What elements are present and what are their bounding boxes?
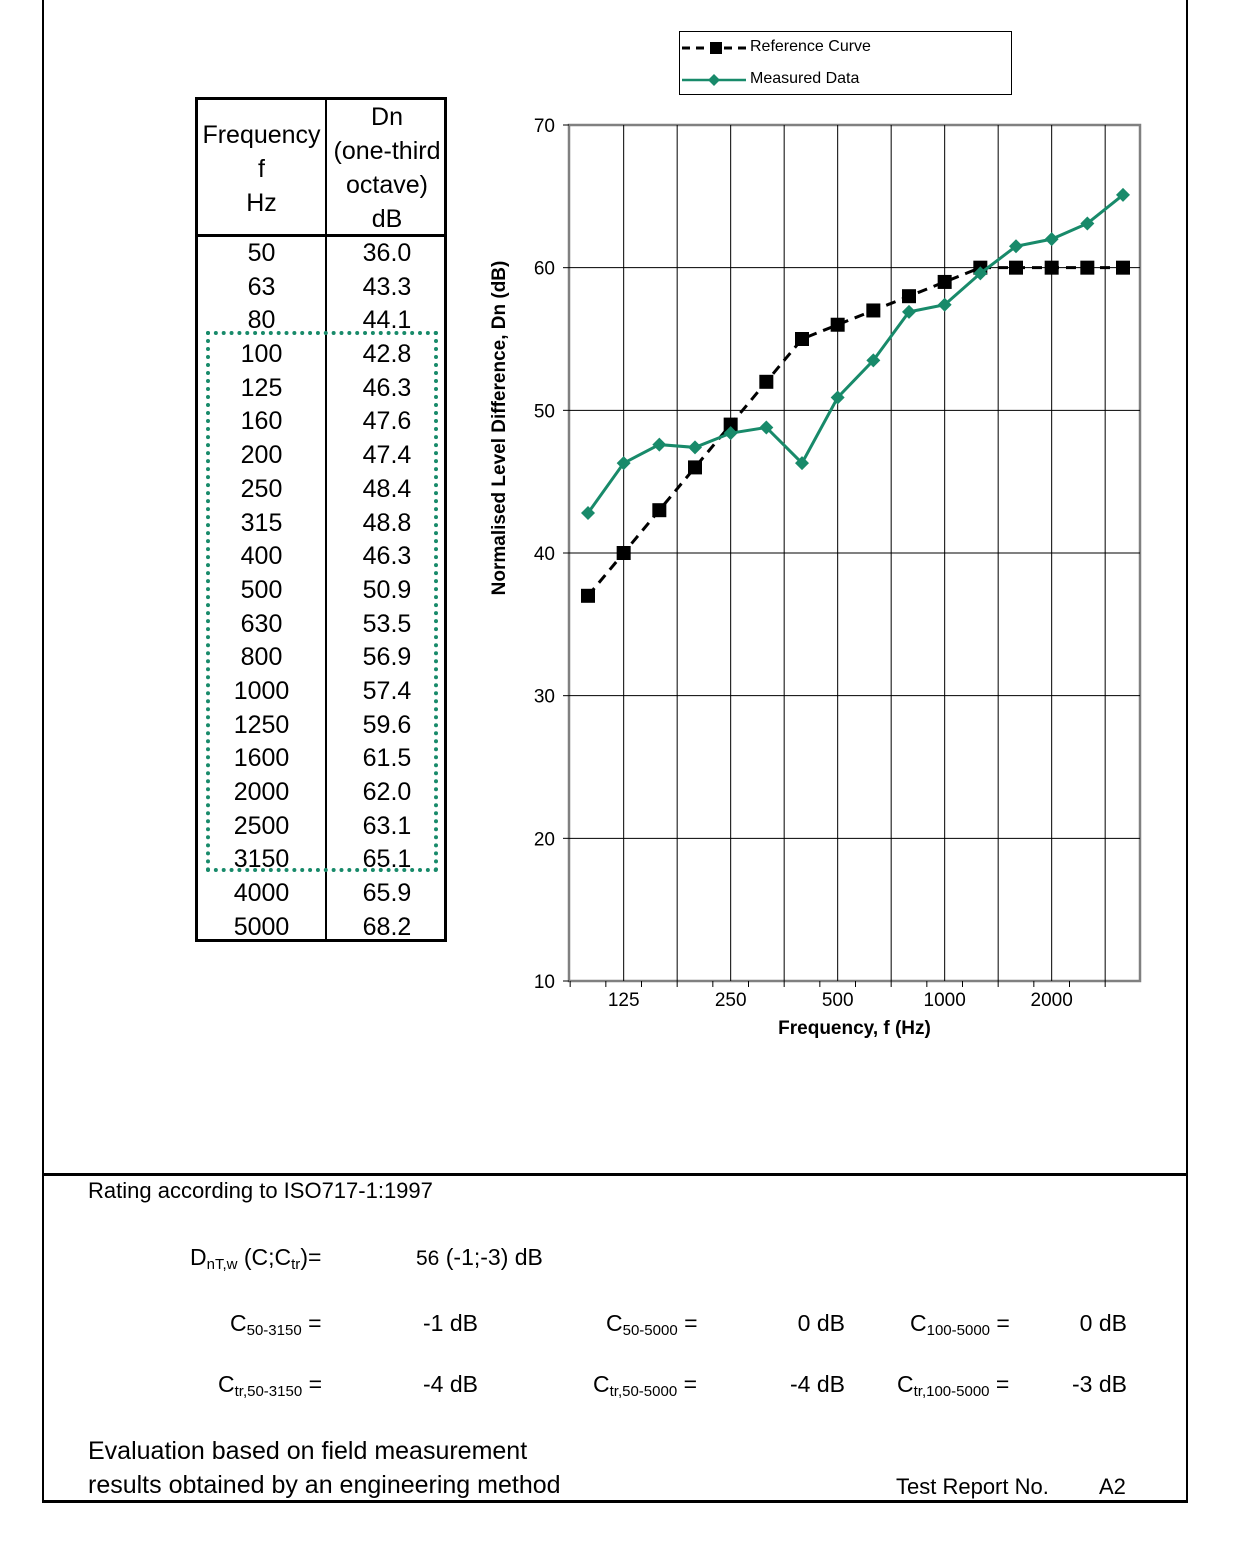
legend-reference-label: Reference Curve <box>750 38 871 55</box>
evaluation-range-box <box>206 331 438 872</box>
reference-point <box>652 503 666 517</box>
chart-legend <box>679 31 1012 95</box>
y-tick-label: 70 <box>533 116 555 137</box>
page-frame-right <box>1186 0 1188 1502</box>
frequency-cell: 500 <box>240 575 283 604</box>
c-label: $C_{tr,50-5000}$ = <box>593 1371 698 1400</box>
table-row <box>198 911 444 945</box>
dn-value-cell: 46.3 <box>362 542 412 571</box>
dntw-label: $D_{nT,w}$ $(C;C_{tr})=$ <box>190 1244 322 1273</box>
header-dn: Dn (one-third octave) dB <box>333 103 441 233</box>
reference-point <box>1045 261 1059 275</box>
reference-point <box>866 303 880 317</box>
reference-point <box>581 589 595 603</box>
y-tick-label: 60 <box>533 258 555 280</box>
frequency-cell: 2500 <box>233 811 290 840</box>
frequency-cell: 5000 <box>233 912 290 941</box>
frequency-cell: 50 <box>247 239 276 267</box>
legend-measured-label: Measured Data <box>750 70 860 87</box>
dn-value-cell: 68.2 <box>362 912 412 941</box>
frequency-cell: 1250 <box>233 710 290 739</box>
dn-value-cell: 44.1 <box>362 306 412 335</box>
legend-reference-marker <box>710 42 722 54</box>
dn-value-cell: 48.4 <box>362 474 412 503</box>
reference-point <box>688 460 702 474</box>
c-value: -4 dB <box>790 1371 845 1397</box>
frequency-cell: 630 <box>240 609 283 638</box>
dn-chart <box>480 20 1180 1060</box>
c-value: -4 dB <box>423 1371 478 1397</box>
c-label: $C_{tr,50-3150}$ = <box>218 1371 323 1400</box>
frequency-cell: 125 <box>240 373 283 402</box>
x-tick-label: 250 <box>714 990 747 1011</box>
y-tick-label: 20 <box>533 829 555 851</box>
frequency-cell: 2000 <box>233 778 290 806</box>
c-value: -3 dB <box>1072 1371 1127 1397</box>
reference-point <box>795 332 809 346</box>
reference-point <box>617 546 631 560</box>
page-frame-left <box>42 0 44 1502</box>
test-report-number: A2 <box>1099 1474 1126 1499</box>
y-tick-label: 10 <box>533 972 555 993</box>
c-label: $C_{50-3150}$ = <box>230 1310 322 1339</box>
dn-value-cell: 47.4 <box>362 441 412 470</box>
frequency-cell: 80 <box>247 306 276 335</box>
dn-value-cell: 50.9 <box>362 575 412 604</box>
dn-value-cell: 42.8 <box>362 340 412 369</box>
reference-point <box>1009 261 1023 275</box>
header-frequency: Frequency f Hz <box>202 121 321 217</box>
reference-point <box>938 275 952 289</box>
c-value: 0 dB <box>1079 1310 1127 1336</box>
frequency-cell: 1600 <box>233 744 290 773</box>
frequency-cell: 200 <box>240 441 283 470</box>
dn-value-cell: 48.8 <box>362 508 412 537</box>
frequency-cell: 1000 <box>233 676 290 705</box>
dn-value-cell: 56.9 <box>362 643 412 672</box>
frequency-cell: 315 <box>240 508 283 537</box>
dn-value-cell: 53.5 <box>362 609 412 638</box>
y-axis-label: Normalised Level Difference, Dn (dB) <box>489 260 510 596</box>
reference-point <box>831 318 845 332</box>
test-report-label: Test Report No. <box>896 1474 1049 1499</box>
dn-value-cell: 65.1 <box>362 845 412 874</box>
y-tick-label: 50 <box>533 401 555 423</box>
frequency-cell: 63 <box>247 272 276 301</box>
dn-value-cell: 63.1 <box>362 811 412 840</box>
frequency-cell: 160 <box>240 407 283 436</box>
legend-measured-marker <box>708 74 720 86</box>
table-row <box>198 271 444 305</box>
frequency-cell: 400 <box>240 542 283 571</box>
section-divider <box>42 1173 1188 1176</box>
dn-value-cell: 43.3 <box>362 272 412 301</box>
rating-title: Rating according to ISO717-1:1997 <box>88 1178 433 1203</box>
page-frame-bottom <box>42 1500 1188 1503</box>
x-tick-label: 125 <box>607 990 640 1011</box>
frequency-cell: 250 <box>240 474 283 503</box>
frequency-cell: 4000 <box>233 879 290 908</box>
dn-value-cell: 65.9 <box>362 879 412 908</box>
dn-value-cell: 57.4 <box>362 676 412 705</box>
dn-value-cell: 47.6 <box>362 407 412 436</box>
c-label: $C_{50-5000}$ = <box>606 1310 698 1339</box>
frequency-cell: 100 <box>240 340 283 369</box>
c-value: -1 dB <box>423 1310 478 1336</box>
y-tick-label: 40 <box>533 544 555 565</box>
frequency-cell: 3150 <box>233 845 290 874</box>
frequency-cell: 800 <box>240 643 283 672</box>
c-value: 0 dB <box>797 1310 845 1336</box>
reference-point <box>1116 261 1130 275</box>
x-tick-label: 2000 <box>1030 990 1073 1011</box>
x-axis-label: Frequency, f (Hz) <box>778 1018 931 1039</box>
reference-point <box>1080 261 1094 275</box>
evaluation-note-line1: Evaluation based on field measurement <box>88 1437 528 1465</box>
y-tick-label: 30 <box>533 686 555 708</box>
c-label: $C_{100-5000}$ = <box>910 1310 1010 1339</box>
reference-point <box>902 289 916 303</box>
dn-value-cell: 61.5 <box>362 744 412 773</box>
x-tick-label: 1000 <box>923 990 966 1011</box>
table-row <box>198 877 444 911</box>
dn-value-cell: 59.6 <box>362 710 412 739</box>
reference-point <box>759 375 773 389</box>
dn-value-cell: 46.3 <box>362 373 412 402</box>
dn-value-cell: 36.0 <box>362 239 412 267</box>
x-tick-label: 500 <box>821 990 854 1011</box>
dn-value-cell: 62.0 <box>362 778 412 806</box>
c-label: $C_{tr,100-5000}$ = <box>897 1371 1010 1400</box>
legend-swatches <box>680 32 750 96</box>
dntw-value: 56 (-1;-3) dB <box>416 1244 543 1270</box>
evaluation-note-line2: results obtained by an engineering method <box>88 1471 561 1499</box>
table-row <box>198 237 444 271</box>
